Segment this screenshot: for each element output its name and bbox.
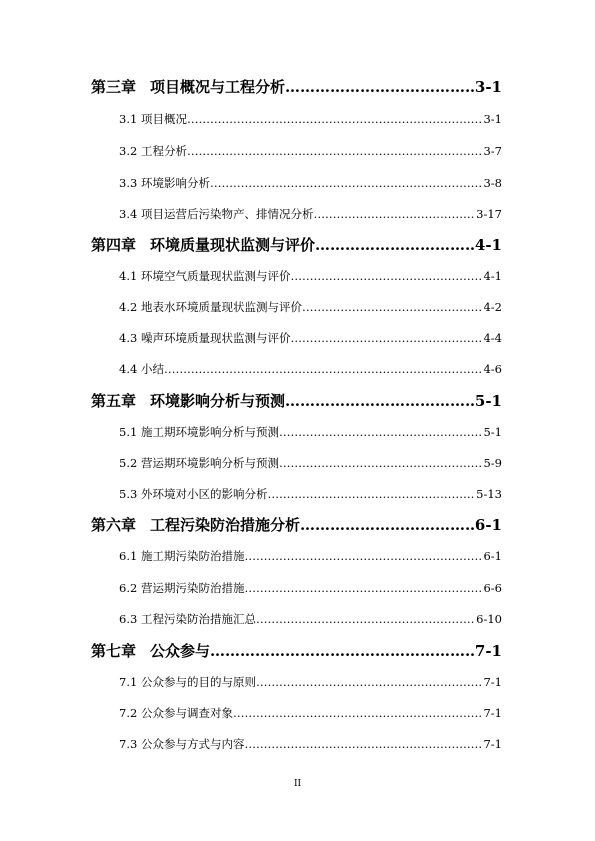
toc-section-5-2[interactable] bbox=[119, 455, 502, 471]
leader-dots bbox=[233, 706, 483, 720]
toc-section-3-1[interactable] bbox=[119, 111, 502, 127]
section-title: 4.3 噪声环境质量现状监测与评价 bbox=[119, 331, 291, 345]
page-ref: 7-1 bbox=[483, 706, 502, 720]
section-title: 5.3 外环境对小区的影响分析 bbox=[119, 487, 268, 501]
section-title: 4.2 地表水环境质量现状监测与评价 bbox=[119, 300, 302, 314]
page-ref: 5-1 bbox=[483, 425, 502, 439]
chapter-title: 环境影响分析与预测 bbox=[150, 392, 286, 410]
leader-dots bbox=[302, 300, 483, 314]
leader-dots bbox=[285, 78, 474, 96]
leader-dots bbox=[285, 392, 474, 410]
page-ref: 4-1 bbox=[474, 236, 502, 254]
chapter-title: 工程污染防治措施分析 bbox=[150, 516, 301, 534]
section-title: 3.1 项目概况 bbox=[119, 112, 187, 126]
chapter-number: 第六章 bbox=[91, 516, 137, 534]
page-number-footer: II bbox=[293, 779, 302, 789]
toc-chapter-7[interactable] bbox=[91, 640, 502, 661]
toc-section-3-3[interactable] bbox=[119, 175, 502, 191]
page-ref: 6-1 bbox=[483, 549, 502, 563]
leader-dots bbox=[210, 176, 483, 190]
page-ref: 3-1 bbox=[474, 78, 502, 96]
toc-section-4-1[interactable] bbox=[119, 268, 502, 284]
page-ref: 6-1 bbox=[474, 516, 502, 534]
leader-dots bbox=[267, 487, 475, 501]
page-ref: 3-17 bbox=[476, 207, 502, 221]
page-ref: 4-2 bbox=[483, 300, 502, 314]
page-ref: 4-1 bbox=[483, 269, 502, 283]
toc-section-4-3[interactable] bbox=[119, 330, 502, 346]
section-title: 3.2 工程分析 bbox=[119, 144, 187, 158]
section-title: 3.3 环境影响分析 bbox=[119, 176, 210, 190]
toc-section-4-2[interactable] bbox=[119, 299, 502, 315]
chapter-title: 公众参与 bbox=[150, 642, 211, 660]
page-ref: 6-10 bbox=[476, 612, 502, 626]
toc-section-6-3[interactable] bbox=[119, 611, 502, 627]
leader-dots bbox=[256, 675, 483, 689]
toc-section-6-1[interactable] bbox=[119, 548, 502, 564]
toc-section-7-1[interactable] bbox=[119, 674, 502, 690]
leader-dots bbox=[256, 612, 475, 626]
page-ref: 6-6 bbox=[483, 581, 502, 595]
toc-section-5-3[interactable] bbox=[119, 486, 502, 502]
toc-chapter-6[interactable] bbox=[91, 514, 502, 535]
section-title: 6.2 营运期污染防治措施 bbox=[119, 581, 245, 595]
page-ref: 4-6 bbox=[483, 362, 502, 376]
page-ref: 5-13 bbox=[476, 487, 502, 501]
page-ref: 3-7 bbox=[483, 144, 502, 158]
leader-dots bbox=[244, 737, 482, 751]
toc-section-4-4[interactable] bbox=[119, 361, 502, 377]
leader-dots bbox=[290, 269, 482, 283]
section-title: 5.2 营运期环境影响分析与预测 bbox=[119, 456, 279, 470]
toc-chapter-4[interactable] bbox=[91, 234, 502, 255]
toc-chapter-5[interactable] bbox=[91, 390, 502, 411]
section-title: 4.1 环境空气质量现状监测与评价 bbox=[119, 269, 291, 283]
leader-dots bbox=[313, 207, 475, 221]
leader-dots bbox=[210, 642, 474, 660]
chapter-number: 第七章 bbox=[91, 642, 137, 660]
chapter-title: 环境质量现状监测与评价 bbox=[150, 236, 316, 254]
section-title: 6.1 施工期污染防治措施 bbox=[119, 549, 245, 563]
page-ref: 7-1 bbox=[483, 737, 502, 751]
section-title: 7.1 公众参与的目的与原则 bbox=[119, 675, 256, 689]
leader-dots bbox=[315, 236, 474, 254]
chapter-title: 项目概况与工程分析 bbox=[150, 78, 286, 96]
toc-section-3-2[interactable] bbox=[119, 143, 502, 159]
leader-dots bbox=[279, 425, 483, 439]
page-ref: 7-1 bbox=[474, 642, 502, 660]
leader-dots bbox=[290, 331, 482, 345]
toc-section-5-1[interactable] bbox=[119, 424, 502, 440]
section-title: 7.3 公众参与方式与内容 bbox=[119, 737, 245, 751]
toc-section-7-2[interactable] bbox=[119, 705, 502, 721]
chapter-number: 第三章 bbox=[91, 78, 137, 96]
leader-dots bbox=[164, 362, 483, 376]
toc-chapter-3[interactable] bbox=[91, 76, 502, 97]
page-ref: 7-1 bbox=[483, 675, 502, 689]
section-title: 3.4 项目运营后污染物产、排情况分析 bbox=[119, 207, 314, 221]
leader-dots bbox=[244, 581, 482, 595]
page-ref: 5-9 bbox=[483, 456, 502, 470]
chapter-number: 第四章 bbox=[91, 236, 137, 254]
page-ref: 3-1 bbox=[483, 112, 502, 126]
leader-dots bbox=[300, 516, 474, 534]
toc-section-3-4[interactable] bbox=[119, 206, 502, 222]
section-title: 4.4 小结 bbox=[119, 362, 164, 376]
page-ref: 3-8 bbox=[483, 176, 502, 190]
toc-section-7-3[interactable] bbox=[119, 736, 502, 752]
section-title: 5.1 施工期环境影响分析与预测 bbox=[119, 425, 279, 439]
section-title: 6.3 工程污染防治措施汇总 bbox=[119, 612, 256, 626]
leader-dots bbox=[279, 456, 483, 470]
page-ref: 4-4 bbox=[483, 331, 502, 345]
leader-dots bbox=[187, 144, 483, 158]
leader-dots bbox=[244, 549, 482, 563]
leader-dots bbox=[187, 112, 483, 126]
toc-section-6-2[interactable] bbox=[119, 580, 502, 596]
section-title: 7.2 公众参与调查对象 bbox=[119, 706, 233, 720]
chapter-number: 第五章 bbox=[91, 392, 137, 410]
page-ref: 5-1 bbox=[474, 392, 502, 410]
